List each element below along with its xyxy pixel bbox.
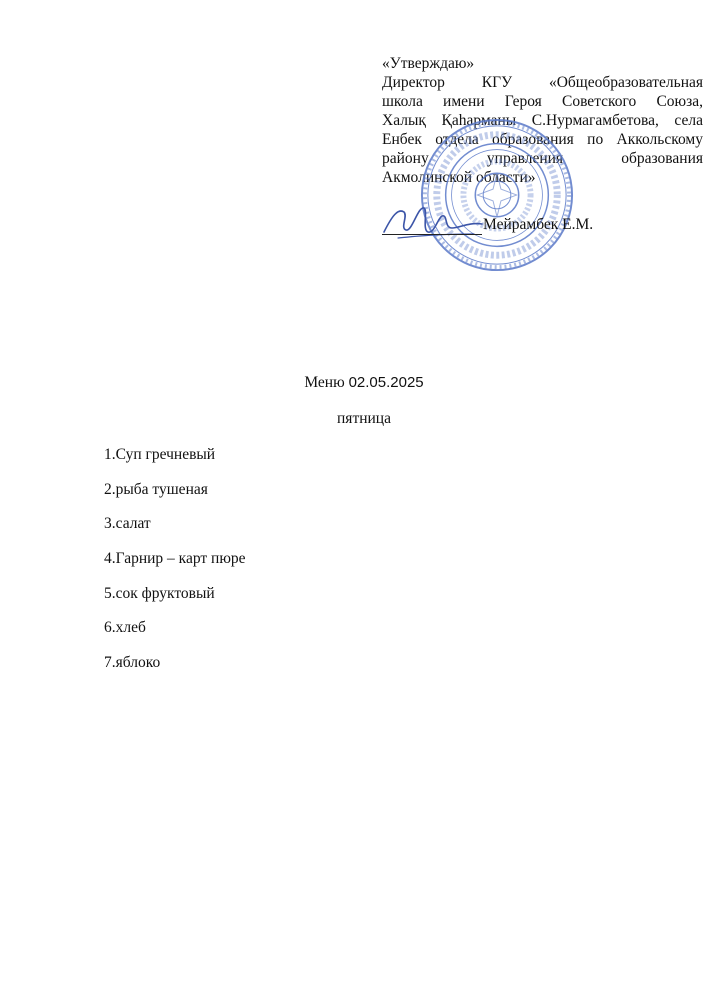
approval-heading: «Утверждаю» xyxy=(382,55,475,72)
approval-line-5: району управления образования xyxy=(382,150,703,167)
menu-items-list xyxy=(104,445,246,688)
approval-line-3: Халық Қаһарманы С.Нурмагамбетова, села xyxy=(382,112,703,129)
signer-name: Мейрамбек Е.М. xyxy=(483,216,594,233)
menu-item: 3.салат xyxy=(104,515,151,533)
approval-line-1: Директор КГУ «Общеобразовательная xyxy=(382,74,703,91)
menu-item: 5.сок фруктовый xyxy=(104,584,215,602)
menu-date: 02.05.2025 xyxy=(348,374,424,391)
signature-icon xyxy=(378,198,488,246)
signature-line xyxy=(382,234,482,235)
approval-line-6: Акмолинской области» xyxy=(382,169,536,186)
approval-line-2: школа имени Героя Советского Союза, xyxy=(382,93,703,110)
menu-item: 1.Суп гречневый xyxy=(104,446,216,463)
menu-item: 2.рыба тушеная xyxy=(104,480,208,498)
approval-text xyxy=(382,54,703,187)
menu-title xyxy=(0,374,728,392)
menu-item: 4.Гарнир – карт пюре xyxy=(104,550,246,568)
menu-title-word: Меню xyxy=(304,374,345,391)
menu-weekday: пятница xyxy=(337,410,391,427)
menu-item: 6.хлеб xyxy=(104,619,146,637)
menu-item: 7.яблоко xyxy=(104,654,161,672)
approval-line-4: Енбек отдела образования по Аккольскому xyxy=(382,131,703,148)
